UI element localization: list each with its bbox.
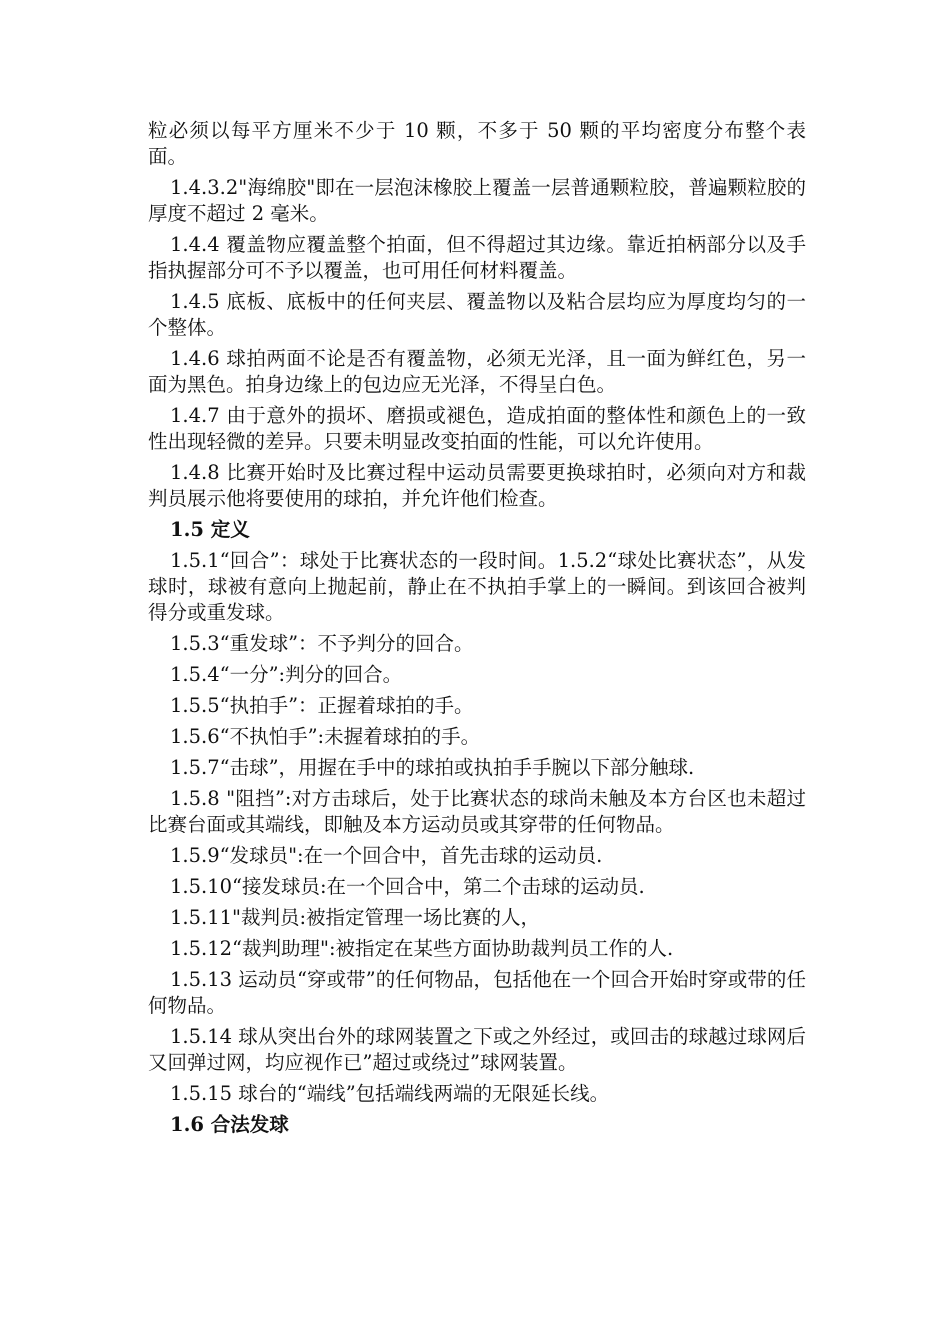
paragraph: 1.4.5 底板、底板中的任何夹层、覆盖物以及粘合层均应为厚度均匀的一个整体。 — [148, 290, 806, 339]
paragraph: 粒必须以每平方厘米不少于 10 颗，不多于 50 颗的平均密度分布整个表面。 — [148, 119, 806, 168]
paragraph: 1.4.8 比赛开始时及比赛过程中运动员需要更换球拍时，必须向对方和裁判员展示他将要使用的球拍，并允许他们检查。 — [148, 461, 806, 510]
paragraph: 1.5.1“回合”：球处于比赛状态的一段时间。1.5.2“球处比赛状态”，从发球时，球被有意向上抛起前，静止在不执拍手掌上的一瞬间。到该回合被判得分或重发球。 — [148, 549, 806, 624]
paragraph: 1.5.10“接发球员:在一个回合中，第二个击球的运动员. — [170, 875, 645, 898]
document-page — [148, 118, 806, 1143]
paragraph: 1.5.5“执拍手”：正握着球拍的手。 — [170, 694, 474, 717]
paragraph: 1.4.4 覆盖物应覆盖整个拍面，但不得超过其边缘。靠近拍柄部分以及手指执握部分可不予以覆盖，也可用任何材料覆盖。 — [148, 233, 806, 282]
paragraph: 1.5.8 "阻挡”:对方击球后，处于比赛状态的球尚未触及本方台区也未超过比赛台面或其端线，即触及本方运动员或其穿带的任何物品。 — [148, 787, 806, 836]
paragraph: 1.5.14 球从突出台外的球网装置之下或之外经过，或回击的球越过球网后又回弹过网，均应视作已”超过或绕过”球网装置。 — [148, 1025, 806, 1074]
paragraph: 1.5.4“一分”:判分的回合。 — [170, 663, 403, 686]
section-heading: 1.6 合法发球 — [170, 1113, 289, 1136]
paragraph: 1.5.9“发球员":在一个回合中，首先击球的运动员. — [170, 844, 603, 867]
paragraph: 1.4.7 由于意外的损坏、磨损或褪色，造成拍面的整体性和颜色上的一致性出现轻微的差异。只要未明显改变拍面的性能，可以允许使用。 — [148, 404, 806, 453]
paragraph: 1.5.11"裁判员:被指定管理一场比赛的人， — [170, 906, 541, 929]
paragraph: 1.5.15 球台的“端线”包括端线两端的无限延长线。 — [170, 1082, 610, 1105]
paragraph: 1.4.3.2"海绵胶"即在一层泡沫橡胶上覆盖一层普通颗粒胶，普遍颗粒胶的厚度不超过 2 毫米。 — [148, 176, 806, 225]
paragraph: 1.5.3“重发球”：不予判分的回合。 — [170, 632, 474, 655]
section-heading: 1.5 定义 — [170, 518, 250, 541]
paragraph: 1.4.6 球拍两面不论是否有覆盖物，必须无光泽，且一面为鲜红色，另一面为黑色。拍身边缘上的包边应无光泽，不得呈白色。 — [148, 347, 806, 396]
paragraph: 1.5.7“击球”，用握在手中的球拍或执拍手手腕以下部分触球. — [170, 756, 695, 779]
paragraph: 1.5.6“不执怕手”:未握着球拍的手。 — [170, 725, 481, 748]
paragraph: 1.5.12“裁判助理":被指定在某些方面协助裁判员工作的人. — [170, 937, 674, 960]
paragraph: 1.5.13 运动员“穿或带”的任何物品，包括他在一个回合开始时穿或带的任何物品。 — [148, 968, 806, 1017]
